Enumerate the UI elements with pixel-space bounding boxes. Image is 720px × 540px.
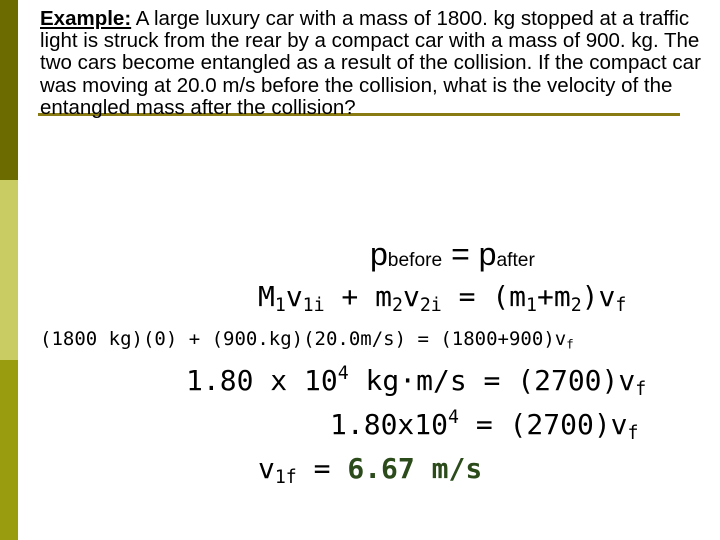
sidebar-block-top: [0, 0, 18, 180]
eq2-t1: M: [258, 280, 275, 313]
eq2-s1: 1: [274, 295, 286, 317]
eq1-sub-before: before: [387, 249, 443, 271]
slide-sidebar: [0, 0, 18, 540]
eq3-t1: (1800 kg)(0) + (900.kg)(20.0m/s) = (1800+900)v: [40, 328, 567, 350]
equation-substituted-values: [40, 328, 574, 350]
problem-text: A large luxury car with a mass of 1800. kg stopped at a traffic light is struck from the rear by a compact car with a mass of 900. kg. The two cars become entangled as a result of the collision. If the compact car was moving at 20.0 m/s before the collision, what is the velocity of the entangled mass after the collision?: [40, 7, 701, 119]
eq5-s1: f: [627, 423, 639, 445]
eq6-s1: 1f: [274, 467, 297, 489]
sidebar-block-bottom: [0, 360, 18, 540]
eq5-exponent: 4: [448, 407, 459, 429]
sidebar-block-middle: [0, 180, 18, 360]
example-label: Example:: [40, 7, 132, 30]
eq2-t7: )v: [581, 280, 616, 313]
final-answer-value: 6.67 m/s: [347, 452, 483, 485]
eq6-t2: =: [296, 452, 348, 485]
eq2-t5: = (m: [441, 280, 527, 313]
eq2-t3: + m: [324, 280, 393, 313]
eq6-t1: v: [258, 452, 275, 485]
problem-statement: [40, 8, 720, 119]
eq2-t6: +m: [536, 280, 571, 313]
eq2-s3: 2: [392, 295, 403, 317]
eq4-exponent: 4: [337, 363, 349, 385]
equation-simplified: [330, 407, 639, 445]
eq2-s4: 2i: [419, 295, 442, 317]
eq5-t1: 1.80x10: [330, 408, 449, 441]
eq2-s6: 2: [570, 295, 582, 317]
eq4-s1: f: [635, 379, 647, 401]
equation-momentum-conservation: [370, 236, 535, 273]
eq1-sub-after: after: [496, 249, 535, 271]
equation-momentum-total: [186, 363, 647, 401]
eq2-s5: 1: [526, 295, 537, 317]
eq3-s1: f: [566, 337, 574, 352]
eq2-s7: f: [615, 295, 627, 317]
eq2-t4: v: [402, 280, 420, 313]
eq5-t2: = (2700)v: [458, 408, 628, 441]
eq4-t1: 1.80 x 10: [186, 364, 338, 397]
equation-general-form: [258, 280, 627, 317]
eq1-symbol: p: [370, 236, 388, 272]
eq2-t2: v: [285, 280, 303, 313]
eq4-t2: kg·m/s = (2700)v: [348, 364, 636, 397]
eq1-mid: = p: [442, 236, 497, 272]
equation-final-answer: [258, 452, 483, 489]
eq2-s2: 1i: [302, 295, 325, 317]
